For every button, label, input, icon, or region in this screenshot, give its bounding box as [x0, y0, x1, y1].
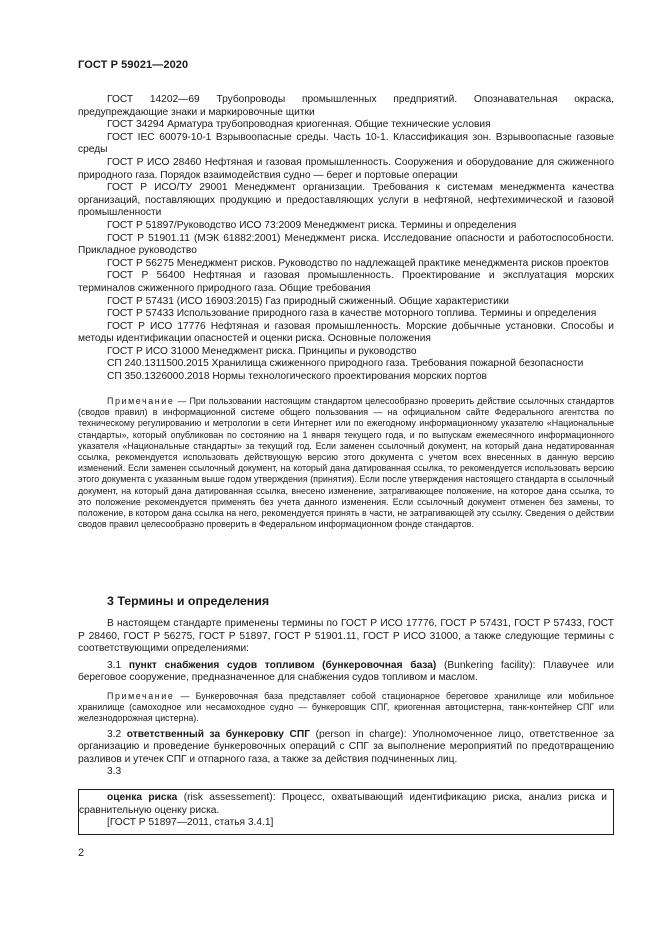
term-number: 3.2 — [107, 728, 127, 740]
reference-item: ГОСТ Р ИСО 31000 Менеджмент риска. Принципы и руководство — [107, 345, 417, 357]
term-source: [ГОСТ Р 51897—2011, статья 3.4.1] — [107, 817, 274, 829]
note-text: — При пользовании настоящим стандартом целесообразно проверить действие ссылочных стандартов (сводов правил) в информационной системе общего пользования — на официальном сайте Федерального агентства по техническому регулированию и метрологии в сети Интернет или по ежегодному информационному указателю «Национальные стандарты», который опубликован по состоянию на 1 января текущего года, и по выпускам ежемесячного информационного указателя «Национальные стандарты» за текущий год. Если заменен ссылочный документ, на который дана недатированная ссылка, рекомендуется использовать действующую версию этого документа с учетом всех внесенных в данную версию изменений. Если заменен ссылочный документ, на который дана датированная ссылка, то рекомендуется использовать версию этого документа с указанным выше годом утверждения (принятия). Если после утверждения настоящего стандарта в ссылочный документ, на который дана датированная ссылка, внесено изменение, затрагивающее положение, на которое дана ссылка, то это положение рекомендуется применять без учета данного изменения. Если ссылочный документ отменен без замены, то положение, в котором дана ссылка на него, рекомендуется принять в части, не затрагивающей эту ссылку. Сведения о действии сводов правил целесообразно проверить в Федеральном информационном фонде стандартов. — [78, 396, 614, 530]
term-definition: (person in charge): Уполномоченное лицо, ответственное за организацию и проведение бункеровочных операций с СПГ за выполнение мероприятий по предотвращению разливов и утечек СПГ и отпарного газа, а также за действия подчиненных лиц. — [78, 728, 615, 765]
reference-item: СП 240.1311500.2015 Хранилища сжиженного природного газа. Требования пожарной безопасности — [107, 358, 584, 370]
reference-item: ГОСТ Р 51901.11 (МЭК 61882:2001) Менеджмент риска. Исследование опасности и работоспособности. Прикладное руководство — [78, 232, 614, 257]
page-number: 2 — [78, 847, 85, 859]
term-name: оценка риска — [107, 792, 178, 803]
reference-item: ГОСТ IEC 60079-10-1 Взрывоопасные среды. Часть 10-1. Классификация зон. Взрывоопасные газовые среды — [78, 131, 614, 156]
term-name: пункт снабжения судов топливом (бункеровочная база) — [128, 659, 437, 671]
term-note — [78, 691, 614, 725]
reference-item: ГОСТ Р 57431 (ИСО 16903:2015) Газ природный сжиженный. Общие характеристики — [107, 295, 509, 307]
reference-item: ГОСТ Р 56400 Нефтяная и газовая промышленность. Проектирование и эксплуатация морских терминалов сжиженного природного газа. Общие требования — [78, 270, 614, 294]
term-definition: (Bunkering facility): Плавучее или береговое сооружение, предназначенное для снабжения судов топливом и маслом. — [78, 659, 614, 684]
note-paragraph — [78, 396, 614, 530]
term-definition-paragraph — [79, 792, 607, 817]
reference-item: ГОСТ 34294 Арматура трубопроводная криогенная. Общие технические условия — [107, 119, 491, 131]
references-note — [78, 396, 614, 530]
reference-item: ГОСТ 14202—69 Трубопроводы промышленных предприятий. Опознавательная окраска, предупреждающие знаки и маркировочные щитки — [78, 94, 614, 118]
term-entry-3-1 — [78, 660, 614, 685]
note-label: Примечание — [107, 396, 175, 406]
reference-item: СП 350.1326000.2018 Нормы технологического проектирования морских портов — [107, 371, 487, 383]
normative-references-list — [78, 94, 614, 384]
reference-item: ГОСТ Р 51897/Руководство ИСО 73:2009 Менеджмент риска. Термины и определения — [107, 219, 517, 231]
reference-item: ГОСТ Р 57433 Использование природного газа в качестве моторного топлива. Термины и определения — [107, 308, 597, 320]
section-title: 3 Термины и определения — [107, 594, 270, 608]
term-entry-3-2 — [78, 729, 614, 767]
reference-item: ГОСТ Р ИСО 28460 Нефтяная и газовая промышленность. Сооружения и оборудование для сжиженного природного газа. Порядок взаимодействия судно — берег и портовые операции — [78, 156, 614, 181]
note-paragraph — [78, 691, 614, 725]
term-number: 3.1 — [107, 659, 129, 671]
term-definition: (risk assessement): Процесс, охватывающий идентификацию риска, анализ риска и сравнительную оценку риска. — [79, 792, 607, 816]
term-entry-3-3-box — [78, 789, 614, 835]
reference-item: ГОСТ Р 56275 Менеджмент рисков. Руководство по надлежащей практике менеджмента рисков проектов — [107, 257, 609, 269]
note-text: — Бункеровочная база представляет собой стационарное береговое хранилище или мобильное хранилище (самоходное или несамоходное судно — бункеровщик СПГ, криогенная автоцистерна, танк-контейнер СПГ или железнодорожная цистерна). — [78, 690, 614, 724]
reference-item: ГОСТ Р ИСО/ТУ 29001 Менеджмент организации. Требования к системам менеджмента качества организаций, поставляющих продукцию и предоставляющих услуги в нефтяной, нефтехимической и газовой промышленности — [78, 182, 614, 219]
document-header: ГОСТ Р 59021—2020 — [78, 59, 189, 71]
reference-item: ГОСТ Р ИСО 17776 Нефтяная и газовая промышленность. Морские добычные установки. Способы и методы идентификации опасностей и оценки риска. Основные положения — [78, 320, 614, 345]
note-label: Примечание — [107, 690, 175, 701]
term-number-3-3: 3.3 — [107, 766, 122, 778]
terms-section — [78, 594, 614, 779]
section-intro: В настоящем стандарте применены термины по ГОСТ Р ИСО 17776, ГОСТ Р 57431, ГОСТ Р 57433, ГОСТ Р 28460, ГОСТ Р 56275, ГОСТ Р 51897, ГОСТ Р 51901.11, ГОСТ Р ИСО 31000, а также следующие термины с соответствующими определениями: — [78, 618, 614, 655]
term-name: ответственный за бункеровку СПГ — [126, 728, 311, 740]
